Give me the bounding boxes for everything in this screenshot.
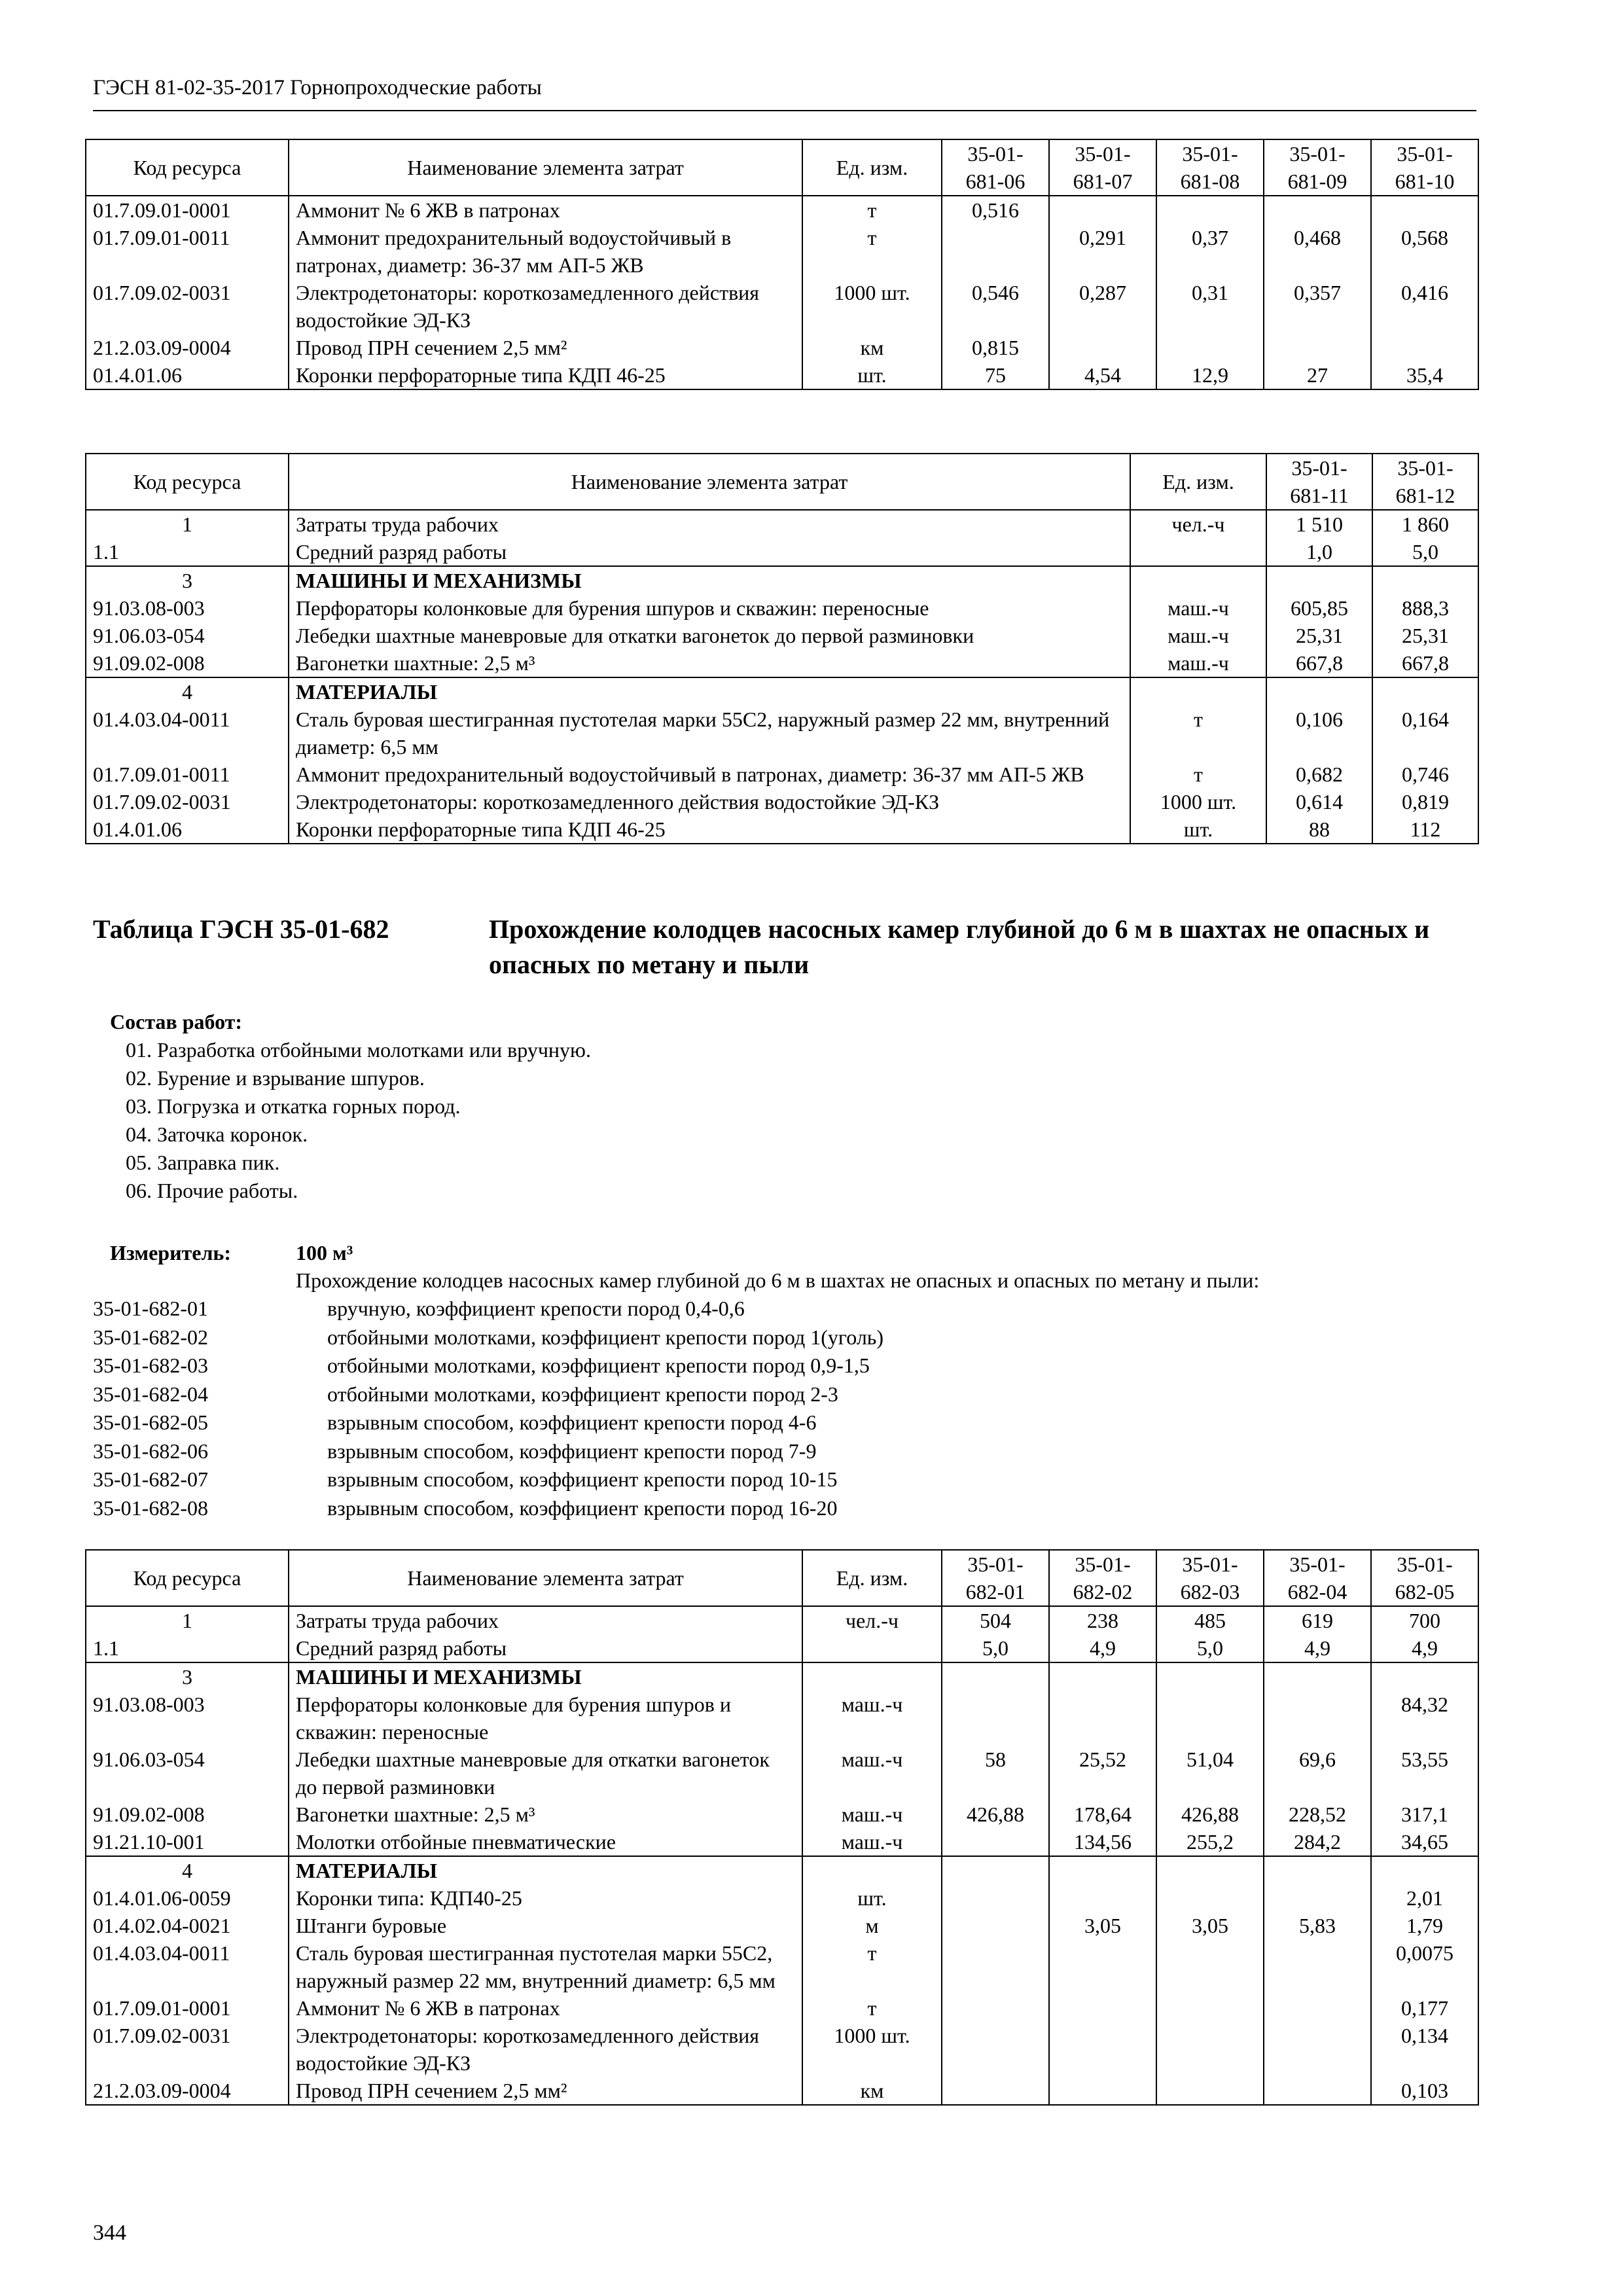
norm-value: 12,9 (1156, 361, 1264, 389)
work-item: 01. Разработка отбойными молотками или вручную. (126, 1038, 591, 1062)
variant-desc: отбойными молотками, коэффициент крепости пород 2-3 (327, 1382, 838, 1406)
table-row (86, 816, 1478, 844)
norm-value: 0,37 (1156, 224, 1264, 279)
col-head-code: Код ресурса (86, 1550, 289, 1606)
norm-value (1264, 2077, 1371, 2105)
resource-code: 01.4.02.04-0021 (86, 1912, 289, 1939)
col-head-norm: 35-01-682-05 (1371, 1550, 1478, 1606)
norm-value: 34,65 (1371, 1828, 1478, 1856)
table-row (86, 594, 1478, 622)
norm-value (1264, 1884, 1371, 1912)
norm-value: 426,88 (1156, 1801, 1264, 1828)
variant-desc: взрывным способом, коэффициент крепости пород 16-20 (327, 1496, 838, 1520)
norm-value: 112 (1372, 816, 1478, 844)
resource-unit: шт. (802, 1884, 942, 1912)
resource-unit: маш.-ч (802, 1828, 942, 1856)
norm-value: 3,05 (1049, 1912, 1156, 1939)
table-row (86, 538, 1478, 566)
resource-unit: маш.-ч (1130, 594, 1266, 622)
variant-code: 35-01-682-03 (93, 1354, 208, 1377)
table-row (86, 1939, 1478, 1994)
resource-unit: шт. (802, 361, 942, 389)
resource-code: 4 (86, 677, 289, 706)
work-item: 04. Заточка коронок. (126, 1122, 308, 1146)
resource-name: Коронки перфораторные типа КДП 46-25 (289, 361, 802, 389)
resource-code: 91.03.08-003 (86, 594, 289, 622)
norm-value: 0,134 (1371, 2022, 1478, 2077)
col-head-code: Код ресурса (86, 454, 289, 510)
norm-value (1371, 1662, 1478, 1691)
resource-code: 4 (86, 1856, 289, 1884)
header-title: ГЭСН 81-02-35-2017 Горнопроходческие работы (93, 76, 542, 99)
norm-value: 4,9 (1049, 1634, 1156, 1662)
resources-table-681-06-10 (85, 139, 1479, 390)
norm-value (1264, 1994, 1371, 2022)
norm-value (942, 1912, 1049, 1939)
variant-code: 35-01-682-07 (93, 1467, 208, 1491)
norm-value: 0,819 (1372, 788, 1478, 816)
resource-name: Сталь буровая шестигранная пустотелая марки 55С2, наружный размер 22 мм, внутренний диаметр: 6,5 мм (289, 706, 1130, 761)
table-row (86, 2077, 1478, 2105)
resource-name: Аммонит № 6 ЖВ в патронах (289, 1994, 802, 2022)
resource-unit: шт. (1130, 816, 1266, 844)
norm-value (942, 2022, 1049, 2077)
norm-value: 0,287 (1049, 279, 1156, 334)
resource-code: 01.4.01.06-0059 (86, 1884, 289, 1912)
resource-unit: маш.-ч (1130, 649, 1266, 677)
table-row (86, 2022, 1478, 2077)
resource-name: Сталь буровая шестигранная пустотелая марки 55С2, наружный размер 22 мм, внутренний диаметр: 6,5 мм (289, 1939, 802, 1994)
norm-value (1264, 1691, 1371, 1746)
col-head-norm: 35-01-681-06 (942, 139, 1049, 196)
col-head-norm: 35-01-681-12 (1372, 454, 1478, 510)
resource-code: 01.4.03.04-0011 (86, 1939, 289, 1994)
resource-unit: км (802, 2077, 942, 2105)
resource-unit: т (802, 224, 942, 279)
norm-value (1049, 2022, 1156, 2077)
col-head-norm: 35-01-681-07 (1049, 139, 1156, 196)
meter-label: Измеритель: (110, 1241, 231, 1265)
resource-unit: т (802, 1994, 942, 2022)
norm-value (1371, 334, 1478, 361)
norm-value: 2,01 (1371, 1884, 1478, 1912)
norm-value: 619 (1264, 1606, 1371, 1634)
col-head-norm: 35-01-682-02 (1049, 1550, 1156, 1606)
resource-name: Лебедки шахтные маневровые для откатки вагонеток до первой разминовки (289, 1746, 802, 1801)
resource-name: Затраты труда рабочих (289, 510, 1130, 538)
resource-name: Средний разряд работы (289, 1634, 802, 1662)
norm-value (1156, 1994, 1264, 2022)
table-row (86, 196, 1478, 224)
norm-value: 4,54 (1049, 361, 1156, 389)
resource-code: 91.21.10-001 (86, 1828, 289, 1856)
norm-value: 0,291 (1049, 224, 1156, 279)
norm-value: 25,31 (1372, 622, 1478, 649)
norm-value (1264, 1662, 1371, 1691)
norm-value (1049, 1939, 1156, 1994)
resource-unit: 1000 шт. (802, 279, 942, 334)
norm-value (1156, 2077, 1264, 2105)
norm-value (1049, 1856, 1156, 1884)
resource-code: 01.7.09.01-0001 (86, 196, 289, 224)
resource-name: Электродетонаторы: короткозамедленного действия водостойкие ЭД-КЗ (289, 279, 802, 334)
norm-value: 485 (1156, 1606, 1264, 1634)
norm-value: 0,682 (1266, 761, 1372, 788)
meter-description: Прохождение колодцев насосных камер глубиной до 6 м в шахтах не опасных и опасных по метану и пыли: (296, 1268, 1260, 1292)
norm-value: 1 860 (1372, 510, 1478, 538)
table-row (86, 224, 1478, 279)
norm-value: 238 (1049, 1606, 1156, 1634)
norm-value (1264, 1856, 1371, 1884)
norm-value: 84,32 (1371, 1691, 1478, 1746)
table-row (86, 706, 1478, 761)
table-row (86, 788, 1478, 816)
norm-value: 1,79 (1371, 1912, 1478, 1939)
norm-value: 1,0 (1266, 538, 1372, 566)
col-head-name: Наименование элемента затрат (289, 139, 802, 196)
resource-code: 01.4.01.06 (86, 816, 289, 844)
resource-name: МАШИНЫ И МЕХАНИЗМЫ (289, 566, 1130, 594)
norm-value (1049, 1662, 1156, 1691)
variant-code: 35-01-682-04 (93, 1382, 208, 1406)
col-head-norm: 35-01-682-03 (1156, 1550, 1264, 1606)
col-head-unit: Ед. изм. (802, 1550, 942, 1606)
resource-unit: т (1130, 706, 1266, 761)
col-head-unit: Ед. изм. (1130, 454, 1266, 510)
variant-desc: взрывным способом, коэффициент крепости пород 4-6 (327, 1410, 817, 1434)
norm-value: 284,2 (1264, 1828, 1371, 1856)
resource-name: Аммонит предохранительный водоустойчивый в патронах, диаметр: 36-37 мм АП-5 ЖВ (289, 224, 802, 279)
norm-value (942, 1856, 1049, 1884)
resource-code: 1.1 (86, 538, 289, 566)
col-head-norm: 35-01-682-01 (942, 1550, 1049, 1606)
norm-value: 0,416 (1371, 279, 1478, 334)
norm-value (1049, 2077, 1156, 2105)
table-row (86, 1691, 1478, 1746)
norm-value (1049, 334, 1156, 361)
meter-value: 100 м³ (296, 1241, 353, 1265)
table-row (86, 334, 1478, 361)
resource-name: Электродетонаторы: короткозамедленного действия водостойкие ЭД-КЗ (289, 788, 1130, 816)
variant-desc: взрывным способом, коэффициент крепости пород 10-15 (327, 1467, 838, 1491)
variant-code: 35-01-682-01 (93, 1297, 208, 1320)
table-row (86, 1801, 1478, 1828)
norm-value (1049, 1884, 1156, 1912)
resource-code: 01.7.09.02-0031 (86, 2022, 289, 2077)
work-item: 05. Заправка пик. (126, 1151, 280, 1174)
resource-name: Аммонит № 6 ЖВ в патронах (289, 196, 802, 224)
works-list (110, 1008, 591, 1205)
col-head-norm: 35-01-681-09 (1264, 139, 1371, 196)
resource-unit (802, 1662, 942, 1691)
col-head-norm: 35-01-681-11 (1266, 454, 1372, 510)
resource-name: Затраты труда рабочих (289, 1606, 802, 1634)
resource-unit: маш.-ч (802, 1691, 942, 1746)
norm-value (1156, 1691, 1264, 1746)
norm-value (1156, 1856, 1264, 1884)
norm-value: 0,815 (942, 334, 1049, 361)
table-row (86, 761, 1478, 788)
norm-value: 5,0 (1372, 538, 1478, 566)
norm-value: 69,6 (1264, 1746, 1371, 1801)
resource-name: Провод ПРН сечением 2,5 мм² (289, 334, 802, 361)
norm-value: 5,0 (942, 1634, 1049, 1662)
resource-name: Перфораторы колонковые для бурения шпуров и скважин: переносные (289, 594, 1130, 622)
resource-unit: т (1130, 761, 1266, 788)
norm-value: 0,0075 (1371, 1939, 1478, 1994)
norm-value: 667,8 (1266, 649, 1372, 677)
norm-value: 0,31 (1156, 279, 1264, 334)
col-head-name: Наименование элемента затрат (289, 454, 1130, 510)
norm-value: 0,568 (1371, 224, 1478, 279)
norm-value: 700 (1371, 1606, 1478, 1634)
table-header-row (86, 139, 1478, 196)
norm-value (942, 1662, 1049, 1691)
col-head-name: Наименование элемента затрат (289, 1550, 802, 1606)
work-item: 06. Прочие работы. (126, 1179, 298, 1202)
resource-unit (802, 1634, 942, 1662)
variant-desc: отбойными молотками, коэффициент крепости пород 0,9-1,5 (327, 1354, 870, 1377)
resource-unit: чел.-ч (1130, 510, 1266, 538)
norm-value: 0,106 (1266, 706, 1372, 761)
norm-value: 0,177 (1371, 1994, 1478, 2022)
norm-value: 35,4 (1371, 361, 1478, 389)
resource-code: 01.7.09.02-0031 (86, 788, 289, 816)
norm-value: 178,64 (1049, 1801, 1156, 1828)
resource-code: 01.7.09.01-0001 (86, 1994, 289, 2022)
page-number: 344 (93, 2221, 126, 2245)
resource-code: 91.03.08-003 (86, 1691, 289, 1746)
resources-table-682-01-05 (85, 1549, 1479, 2106)
norm-value: 5,0 (1156, 1634, 1264, 1662)
table-number: Таблица ГЭСН 35-01-682 (93, 914, 389, 944)
resource-code: 01.7.09.02-0031 (86, 279, 289, 334)
norm-value (1266, 677, 1372, 706)
norm-value (1156, 1939, 1264, 1994)
norm-value (1049, 1691, 1156, 1746)
col-head-norm: 35-01-681-10 (1371, 139, 1478, 196)
work-item: 02. Бурение и взрывание шпуров. (126, 1066, 425, 1090)
norm-value (942, 224, 1049, 279)
norm-value: 888,3 (1372, 594, 1478, 622)
resource-code: 91.09.02-008 (86, 1801, 289, 1828)
resource-unit (1130, 677, 1266, 706)
resource-name: Коронки типа: КДП40-25 (289, 1884, 802, 1912)
norm-value (1156, 1662, 1264, 1691)
table-row (86, 1746, 1478, 1801)
resource-unit (1130, 538, 1266, 566)
norm-value: 0,357 (1264, 279, 1371, 334)
norm-value: 58 (942, 1746, 1049, 1801)
variant-desc: отбойными молотками, коэффициент крепости пород 1(уголь) (327, 1325, 884, 1349)
variant-code: 35-01-682-02 (93, 1325, 208, 1349)
resource-name: МАШИНЫ И МЕХАНИЗМЫ (289, 1662, 802, 1691)
norm-value: 0,468 (1264, 224, 1371, 279)
resource-name: Вагонетки шахтные: 2,5 м³ (289, 1801, 802, 1828)
variant-code: 35-01-682-06 (93, 1439, 208, 1463)
resources-table-681-11-12 (85, 453, 1479, 844)
norm-value: 228,52 (1264, 1801, 1371, 1828)
norm-value (942, 2077, 1049, 2105)
norm-value: 605,85 (1266, 594, 1372, 622)
table-row (86, 1856, 1478, 1884)
resource-unit: маш.-ч (802, 1746, 942, 1801)
resource-unit: км (802, 334, 942, 361)
norm-value (1372, 677, 1478, 706)
resource-unit: 1000 шт. (1130, 788, 1266, 816)
norm-value: 5,83 (1264, 1912, 1371, 1939)
norm-value (1266, 566, 1372, 594)
running-header (93, 73, 1476, 111)
resource-unit: чел.-ч (802, 1606, 942, 1634)
resource-name: Электродетонаторы: короткозамедленного действия водостойкие ЭД-КЗ (289, 2022, 802, 2077)
norm-value: 88 (1266, 816, 1372, 844)
col-head-unit: Ед. изм. (802, 139, 942, 196)
norm-value (942, 1691, 1049, 1746)
table-row (86, 279, 1478, 334)
norm-value (1371, 196, 1478, 224)
resource-code: 1 (86, 510, 289, 538)
norm-value (1371, 1856, 1478, 1884)
resource-name: Средний разряд работы (289, 538, 1130, 566)
norm-value (942, 1828, 1049, 1856)
norm-value: 317,1 (1371, 1801, 1478, 1828)
table-row (86, 361, 1478, 389)
norm-value: 75 (942, 361, 1049, 389)
resource-unit: т (802, 1939, 942, 1994)
norm-value: 0,103 (1371, 2077, 1478, 2105)
resource-code: 1.1 (86, 1634, 289, 1662)
norm-value: 25,31 (1266, 622, 1372, 649)
resource-name: Штанги буровые (289, 1912, 802, 1939)
resource-unit: маш.-ч (1130, 622, 1266, 649)
table-row (86, 510, 1478, 538)
resource-name: МАТЕРИАЛЫ (289, 677, 1130, 706)
table-row (86, 622, 1478, 649)
norm-value: 667,8 (1372, 649, 1478, 677)
norm-value: 0,516 (942, 196, 1049, 224)
norm-value: 27 (1264, 361, 1371, 389)
norm-value (1156, 196, 1264, 224)
norm-value (942, 1994, 1049, 2022)
norm-value: 426,88 (942, 1801, 1049, 1828)
resource-code: 91.06.03-054 (86, 622, 289, 649)
resource-unit (1130, 566, 1266, 594)
resource-code: 91.06.03-054 (86, 1746, 289, 1801)
resource-unit (802, 1856, 942, 1884)
variant-code: 35-01-682-08 (93, 1496, 208, 1520)
norm-value: 4,9 (1371, 1634, 1478, 1662)
col-head-norm: 35-01-682-04 (1264, 1550, 1371, 1606)
resource-name: Молотки отбойные пневматические (289, 1828, 802, 1856)
resource-name: Вагонетки шахтные: 2,5 м³ (289, 649, 1130, 677)
norm-value (1156, 334, 1264, 361)
norm-value: 0,746 (1372, 761, 1478, 788)
table-row (86, 649, 1478, 677)
resource-code: 3 (86, 1662, 289, 1691)
norm-value (1049, 196, 1156, 224)
norm-value: 1 510 (1266, 510, 1372, 538)
norm-value (1264, 196, 1371, 224)
table-row (86, 1994, 1478, 2022)
table-row (86, 1884, 1478, 1912)
norm-value: 0,164 (1372, 706, 1478, 761)
table-header-row (86, 1550, 1478, 1606)
resource-name: МАТЕРИАЛЫ (289, 1856, 802, 1884)
resource-name: Коронки перфораторные типа КДП 46-25 (289, 816, 1130, 844)
resource-name: Аммонит предохранительный водоустойчивый в патронах, диаметр: 36-37 мм АП-5 ЖВ (289, 761, 1130, 788)
norm-value: 25,52 (1049, 1746, 1156, 1801)
resource-code: 21.2.03.09-0004 (86, 2077, 289, 2105)
col-head-norm: 35-01-681-08 (1156, 139, 1264, 196)
table-row (86, 1912, 1478, 1939)
resource-code: 01.7.09.01-0011 (86, 224, 289, 279)
table-name: Прохождение колодцев насосных камер глубиной до 6 м в шахтах не опасных и опасных по метану и пыли (489, 914, 1430, 979)
norm-value: 4,9 (1264, 1634, 1371, 1662)
table-row (86, 1828, 1478, 1856)
norm-value (1156, 2022, 1264, 2077)
resource-code: 21.2.03.09-0004 (86, 334, 289, 361)
norm-value (1372, 566, 1478, 594)
resource-code: 1 (86, 1606, 289, 1634)
table-row (86, 1662, 1478, 1691)
table-row (86, 1634, 1478, 1662)
resource-code: 91.09.02-008 (86, 649, 289, 677)
norm-value: 134,56 (1049, 1828, 1156, 1856)
resource-code: 01.7.09.01-0011 (86, 761, 289, 788)
resource-unit: 1000 шт. (802, 2022, 942, 2077)
variant-desc: вручную, коэффициент крепости пород 0,4-0,6 (327, 1297, 745, 1320)
works-title: Состав работ: (110, 1010, 243, 1033)
norm-value: 53,55 (1371, 1746, 1478, 1801)
norm-value: 51,04 (1156, 1746, 1264, 1801)
norm-value (1049, 1994, 1156, 2022)
resource-code: 01.4.03.04-0011 (86, 706, 289, 761)
resource-name: Провод ПРН сечением 2,5 мм² (289, 2077, 802, 2105)
norm-value: 0,546 (942, 279, 1049, 334)
resource-name: Лебедки шахтные маневровые для откатки вагонеток до первой разминовки (289, 622, 1130, 649)
resource-code: 01.4.01.06 (86, 361, 289, 389)
norm-value: 255,2 (1156, 1828, 1264, 1856)
variant-code: 35-01-682-05 (93, 1410, 208, 1434)
norm-value (942, 1939, 1049, 1994)
norm-value (942, 1884, 1049, 1912)
table-row (86, 1606, 1478, 1634)
variant-desc: взрывным способом, коэффициент крепости пород 7-9 (327, 1439, 817, 1463)
col-head-code: Код ресурса (86, 139, 289, 196)
work-item: 03. Погрузка и откатка горных пород. (126, 1094, 461, 1118)
resource-unit: т (802, 196, 942, 224)
resource-name: Перфораторы колонковые для бурения шпуров и скважин: переносные (289, 1691, 802, 1746)
norm-value (1264, 2022, 1371, 2077)
resource-unit: маш.-ч (802, 1801, 942, 1828)
table-row (86, 677, 1478, 706)
table-row (86, 566, 1478, 594)
norm-value: 504 (942, 1606, 1049, 1634)
norm-value (1156, 1884, 1264, 1912)
norm-value: 0,614 (1266, 788, 1372, 816)
resource-unit: м (802, 1912, 942, 1939)
table-header-row (86, 454, 1478, 510)
norm-value: 3,05 (1156, 1912, 1264, 1939)
resource-code: 3 (86, 566, 289, 594)
norm-value (1264, 334, 1371, 361)
norm-value (1264, 1939, 1371, 1994)
